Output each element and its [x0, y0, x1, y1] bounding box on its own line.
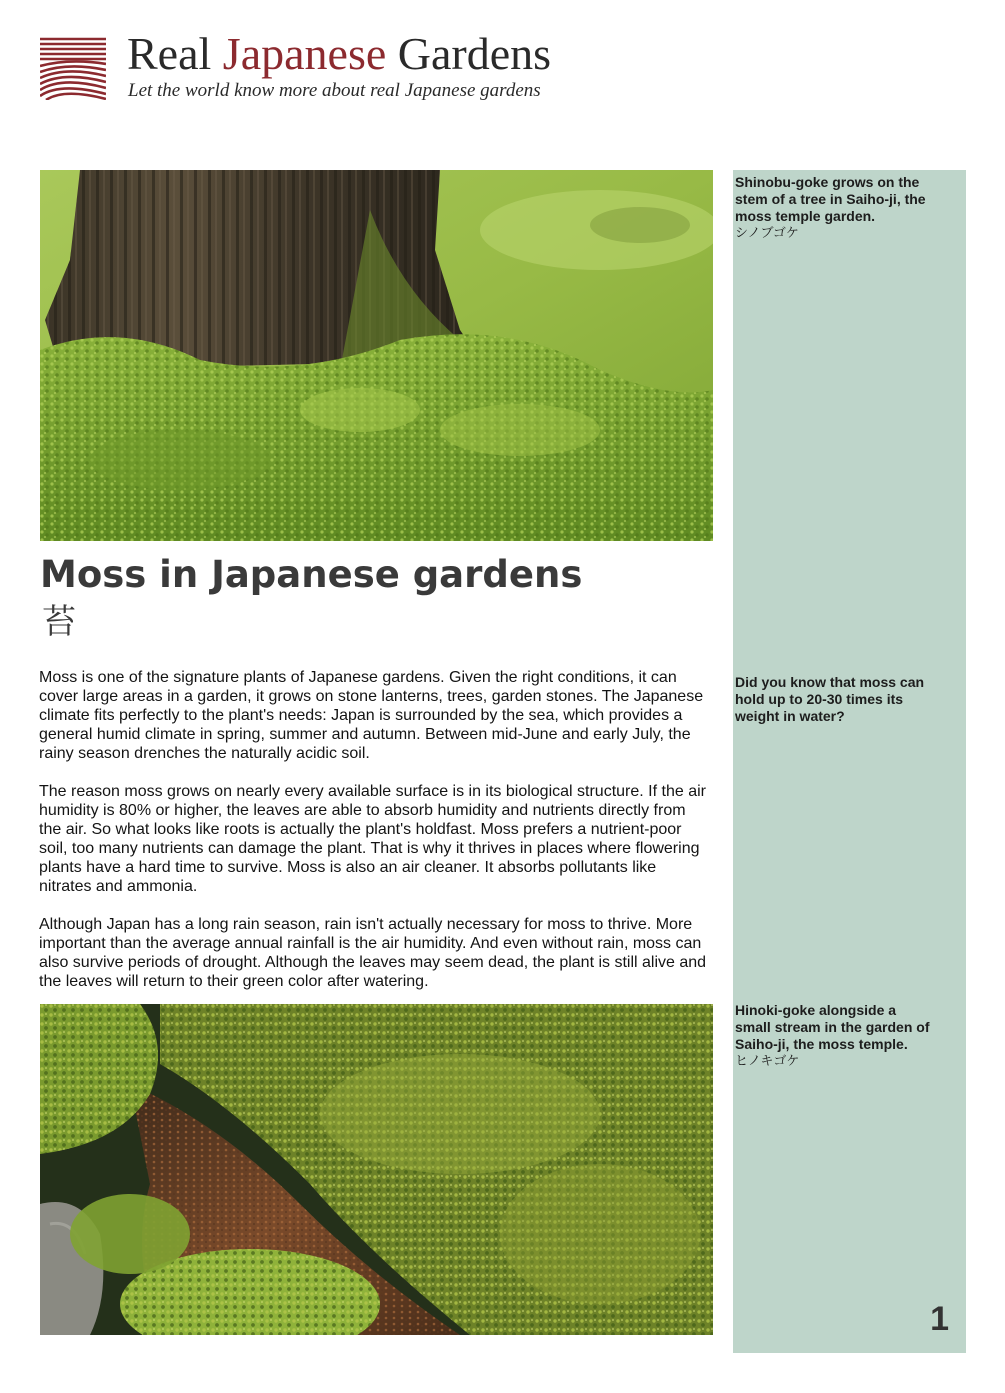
article-paragraph: Moss is one of the signature plants of Japanese gardens. Given the right conditions, it can cover large areas in a garden, it grows on stone lanterns, trees, garden stones. The Japanese climate fits perfectly to the plant's needs: Japan is surrounded by the sea, which provides a general humid climate in spring, summer and autumn. Between mid-June and early July, the rainy season drenches the naturally acidic soil. [39, 669, 704, 762]
sidebar [733, 170, 966, 1353]
brand-tagline: Let the world know more about real Japanese gardens [128, 80, 541, 101]
moss-tree-photo [40, 170, 713, 541]
brand-title-part2: Gardens [386, 28, 552, 79]
caption-hinoki-goke [735, 1002, 935, 1070]
article-title: Moss in Japanese gardens [40, 553, 583, 596]
brand-title [127, 26, 551, 82]
moss-stream-photo [40, 1004, 713, 1335]
caption-text: Hinoki-goke alongside a small stream in the garden of Saiho-ji, the moss temple. [735, 1002, 930, 1052]
caption-japanese: ヒノキゴケ [735, 1054, 800, 1069]
brand-logo-icon [40, 36, 106, 100]
brand-title-part1: Real [127, 28, 223, 79]
fact-text: Did you know that moss can hold up to 20-30 times its weight in water? [735, 674, 925, 724]
article-paragraph: The reason moss grows on nearly every available surface is in its biological structure. If the air humidity is 80% or higher, the leaves are able to absorb humidity and nutrients directly from the air. So what looks like roots is actually the plant's holdfast. Moss prefers a nutrient-poor soil, too many nutrients can damage the plant. That is why it thrives in places where flowering plants have a hard time to survive. Moss is also an air cleaner. It absorbs pollutants like nitrates and ammonia. [39, 783, 706, 895]
fact-note-moss-water [735, 674, 935, 725]
caption-shinobu-goke [735, 174, 935, 242]
article-body [39, 668, 711, 1010]
article-paragraph: Although Japan has a long rain season, rain isn't actually necessary for moss to thrive. More important than the average annual rainfall is the air humidity. And even without rain, moss can also survive periods of drought. Although the leaves may seem dead, the plant is still alive and the leaves will return to their green color after watering. [39, 916, 707, 990]
caption-text: Shinobu-goke grows on the stem of a tree in Saiho-ji, the moss temple garden. [735, 174, 926, 224]
caption-japanese: シノブゴケ [735, 226, 799, 241]
page-number: 1 [930, 1300, 949, 1338]
brand-title-accent: Japanese [222, 28, 387, 79]
article-kanji: 苔 [42, 602, 76, 642]
